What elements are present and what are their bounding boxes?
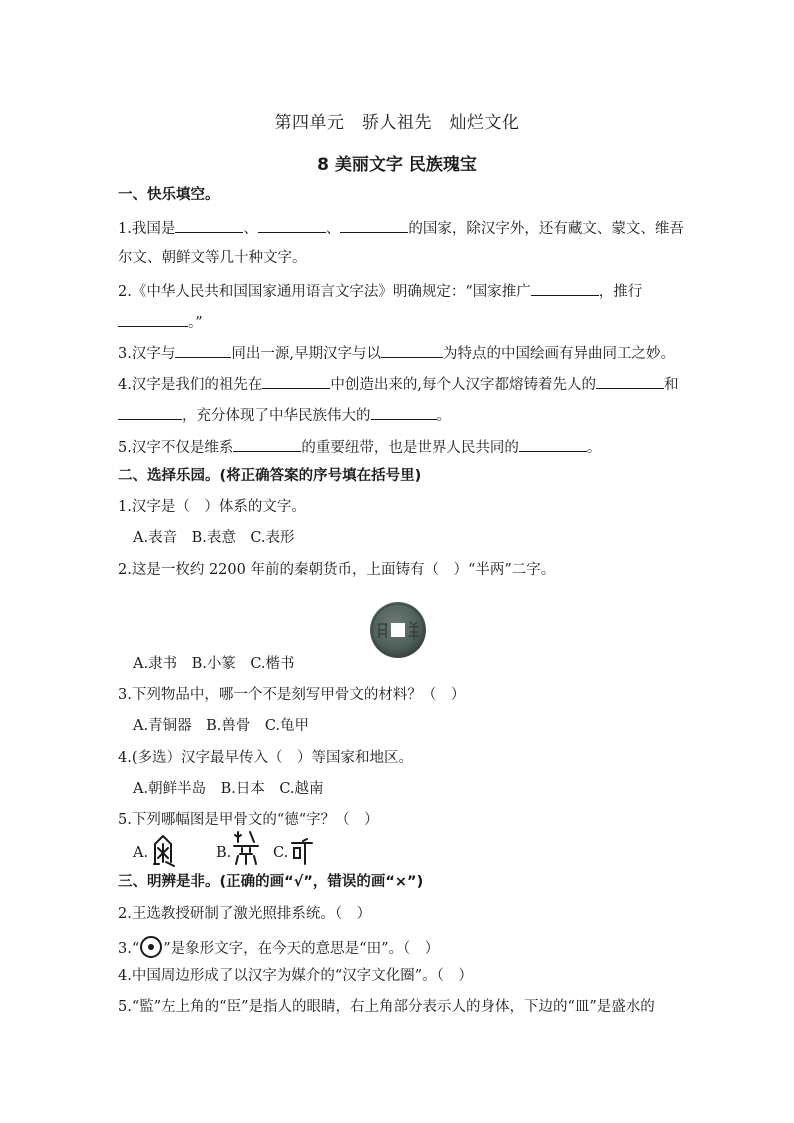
s1-q5-line — [118, 437, 601, 457]
answer-blank[interactable] — [381, 343, 443, 358]
s2-q2-stem: 2.这是一枚约 2200 年前的秦朝货币，上面铸有（ ）“半两”二字。 — [118, 562, 556, 578]
s1-q2-text-c: 。” — [188, 315, 203, 331]
s3-q5: 5.“監”左上角的“臣”是指人的眼睛，右上角部分表示人的身体，下边的“皿”是盛水的 — [118, 999, 655, 1015]
s1-q2-text-b: ，推行 — [598, 284, 643, 300]
answer-blank[interactable] — [262, 374, 330, 389]
s1-q3-text-b: 同出一源,早期汉字与以 — [231, 346, 381, 362]
s1-q3-text-a: 3.汉字与 — [118, 346, 176, 362]
section2-heading: 二、选择乐园。(将正确答案的序号填在括号里) — [118, 468, 422, 484]
s1-q5-text-a: 5.汉字不仅是维系 — [118, 440, 234, 456]
answer-blank[interactable] — [531, 281, 599, 296]
s2-q5-stem: 5.下列哪幅图是甲骨文的“德“字？（ ） — [118, 812, 379, 828]
answer-blank[interactable] — [175, 343, 231, 358]
circle-dot-icon — [140, 936, 162, 958]
s1-q1-text-c: 尔文、朝鲜文等几十种文字。 — [118, 250, 307, 266]
answer-blank[interactable] — [340, 218, 408, 233]
s2-q2-options: A.隶书 B.小篆 C.楷书 — [133, 656, 295, 672]
s2-q3-stem: 3.下列物品中，哪一个不是刻写甲骨文的材料？（ ） — [118, 687, 466, 703]
s1-q1-sep1: 、 — [243, 221, 258, 237]
s1-q5-text-b: 的重要纽带，也是世界人民共同的 — [301, 440, 519, 456]
s3-q3-text-a: 3.“ — [118, 941, 140, 957]
s1-q2-line1 — [118, 281, 642, 301]
answer-blank[interactable] — [258, 218, 326, 233]
oracle-glyph-c — [289, 838, 315, 866]
s1-q5-text-c: 。 — [586, 440, 602, 456]
lesson-title: 8 美丽文字 民族瑰宝 — [317, 155, 477, 175]
s2-q4-stem: 4.(多选）汉字最早传入（ ）等国家和地区。 — [118, 750, 413, 766]
s3-q3-line — [118, 936, 439, 958]
s3-q2: 2.王选教授研制了激光照排系统。（ ） — [118, 906, 372, 922]
oracle-glyph-a — [150, 834, 176, 868]
s1-q1-text-a: 1.我国是 — [118, 221, 176, 237]
s1-q4-text-b: 中创造出来的,每个人汉字都熔铸着先人的 — [330, 377, 596, 393]
s1-q4-line2 — [118, 405, 451, 425]
answer-blank[interactable] — [118, 405, 182, 420]
answer-blank[interactable] — [233, 437, 301, 452]
s1-q1-line1 — [118, 218, 684, 238]
s1-q4-line1 — [118, 374, 678, 394]
s2-q1-stem: 1.汉字是（ ）体系的文字。 — [118, 499, 306, 515]
answer-blank[interactable] — [175, 218, 243, 233]
answer-blank[interactable] — [371, 405, 437, 420]
ban-liang-coin-image — [369, 601, 427, 659]
section1-heading: 一、快乐填空。 — [118, 187, 220, 203]
s1-q3-line — [118, 343, 675, 363]
s1-q1-sep2: 、 — [325, 221, 341, 237]
unit-title: 第四单元 骄人祖先 灿烂文化 — [274, 113, 520, 133]
s3-q3-text-b: ”是象形文字，在今天的意思是“田”。（ ） — [163, 941, 440, 957]
s2-q4-options: A.朝鲜半岛 B.日本 C.越南 — [133, 781, 324, 797]
answer-blank[interactable] — [596, 374, 664, 389]
s2-q1-options: A.表音 B.表意 C.表形 — [133, 530, 295, 546]
s2-q5-opt-b-label: B. — [216, 845, 232, 861]
s1-q2-line2 — [118, 312, 203, 332]
s1-q4-text-e: 。 — [436, 408, 451, 424]
s1-q4-text-a: 4.汉字是我们的祖先在 — [118, 377, 263, 393]
s2-q5-opt-c-label: C. — [273, 845, 289, 861]
answer-blank[interactable] — [118, 312, 188, 327]
s2-q5-opt-a-label: A. — [133, 845, 149, 861]
s1-q2-text-a: 2.《中华人民共和国国家通用语言文字法》明确规定：“国家推广 — [118, 284, 531, 300]
s1-q4-text-c: 和 — [663, 377, 679, 393]
section3-heading: 三、明辨是非。(正确的画“√”，错误的画“×”) — [118, 874, 424, 890]
s1-q1-text-b: 的国家，除汉字外，还有藏文、蒙文、维吾 — [408, 221, 684, 237]
s1-q4-text-d: ，充分体现了中华民族伟大的 — [182, 408, 371, 424]
s3-q4: 4.中国周边形成了以汉字为媒介的“汉字文化圈”。（ ） — [118, 968, 473, 984]
s2-q3-options: A.青铜器 B.兽骨 C.龟甲 — [133, 718, 310, 734]
answer-blank[interactable] — [519, 437, 587, 452]
oracle-glyph-b — [232, 830, 260, 866]
s1-q3-text-c: 为特点的中国绘画有异曲同工之妙。 — [442, 346, 675, 362]
